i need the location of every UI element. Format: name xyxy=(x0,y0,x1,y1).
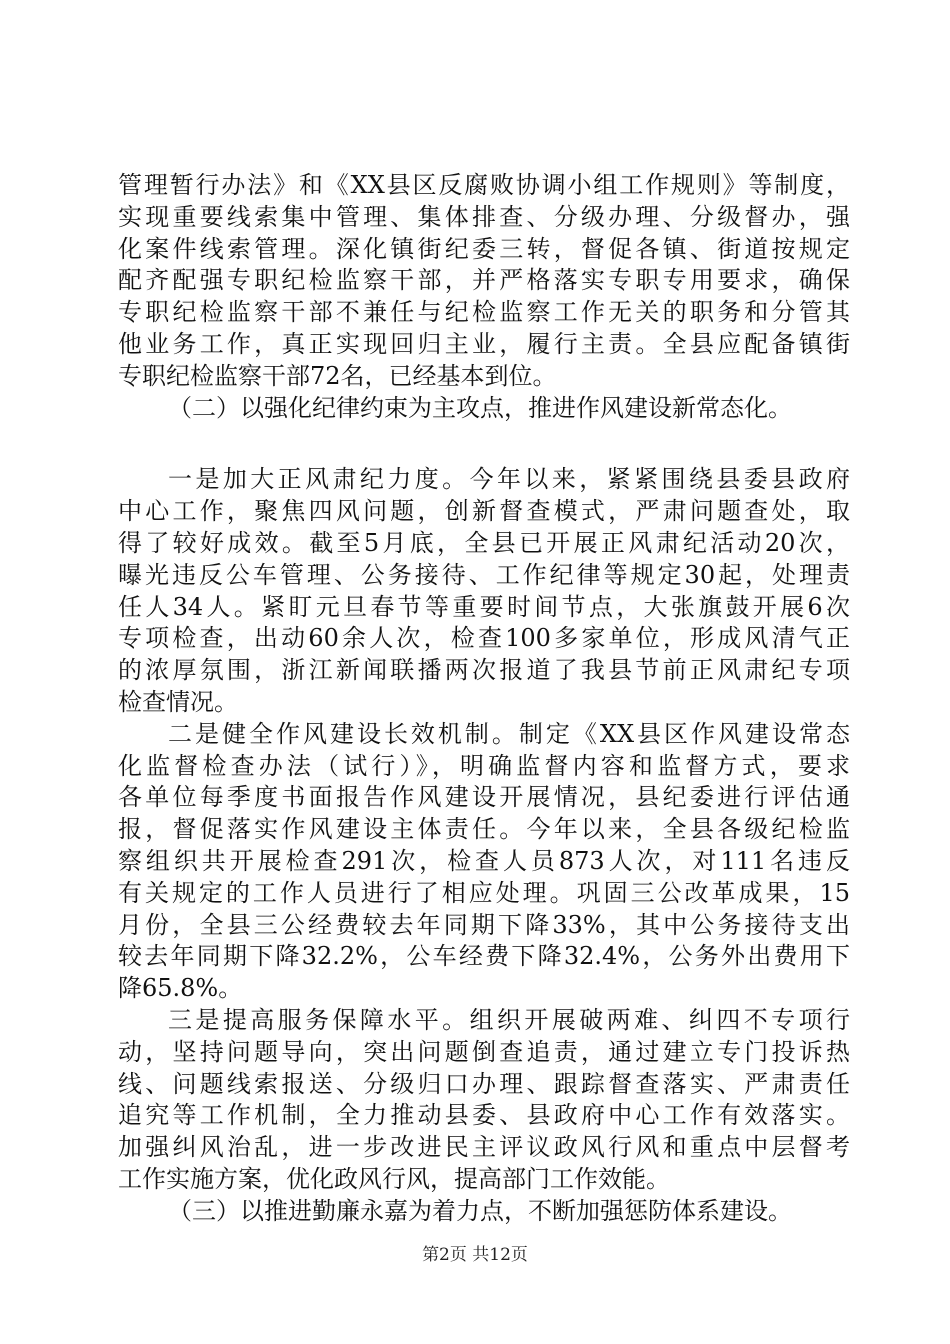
paragraph-rectify-discipline xyxy=(118,464,850,718)
text-line: 专职纪检监察干部72名，已经基本到位。 xyxy=(118,361,557,390)
text-line: 他业务工作，真正实现回归主业，履行主责。全县应配备镇街 xyxy=(118,329,850,358)
text-line: 曝光违反公车管理、公务接待、工作纪律等规定30起，处理责 xyxy=(118,560,850,589)
text-line: 任人34人。紧盯元旦春节等重要时间节点，大张旗鼓开展6次 xyxy=(118,592,850,621)
text-line: 检查情况。 xyxy=(118,687,238,716)
text-line: 中心工作，聚焦四风问题，创新督查模式，严肃问题查处，取 xyxy=(118,497,850,526)
text-line: 月份，全县三公经费较去年同期下降33%，其中公务接待支出 xyxy=(118,910,850,939)
text-line: 一是加大正风肃纪力度。今年以来，紧紧围绕县委县政府 xyxy=(168,465,850,494)
text-line: 二是健全作风建设长效机制。制定《XX县区作风建设常态 xyxy=(168,719,850,748)
text-line: 化监督检查办法（试行）》，明确监督内容和监督方式，要求 xyxy=(118,751,850,780)
text-line: 专项检查，出动60余人次，检查100多家单位，形成风清气正 xyxy=(118,624,850,653)
paragraph-long-term-mechanism xyxy=(118,719,850,1005)
text-line: 三是提高服务保障水平。组织开展破两难、纠四不专项行 xyxy=(168,1005,850,1034)
text-line: 管理暂行办法》和《XX县区反腐败协调小组工作规则》等制度， xyxy=(118,171,850,199)
text-line: 较去年同期下降32.2%，公车经费下降32.4%，公务外出费用下 xyxy=(118,942,850,971)
text-line: 动，坚持问题导向，突出问题倒查追责，通过建立专门投诉热 xyxy=(118,1037,850,1066)
text-line: 得了较好成效。截至5月底，全县已开展正风肃纪活动20次， xyxy=(118,528,850,557)
text-line: 线、问题线索报送、分级归口办理、跟踪督查落实、严肃责任 xyxy=(118,1069,850,1098)
text-line: 追究等工作机制，全力推动县委、县政府中心工作有效落实。 xyxy=(118,1101,850,1130)
text-line: 实现重要线索集中管理、集体排查、分级办理、分级督办，强 xyxy=(118,202,850,231)
text-line: 报，督促落实作风建设主体责任。今年以来，全县各级纪检监 xyxy=(118,815,850,844)
text-line: 的浓厚氛围，浙江新闻联播两次报道了我县节前正风肃纪专项 xyxy=(118,656,850,685)
text-line: 化案件线索管理。深化镇街纪委三转，督促各镇、街道按规定 xyxy=(118,234,850,263)
text-line: 专职纪检监察干部不兼任与纪检监察工作无关的职务和分管其 xyxy=(118,298,850,327)
text-line: 降65.8%。 xyxy=(118,974,243,1003)
text-line: 工作实施方案，优化政风行风，提高部门工作效能。 xyxy=(118,1164,670,1193)
text-line: 察组织共开展检查291次，检查人员873人次，对111名违反 xyxy=(118,846,850,875)
page-number-footer: 第2页 共12页 xyxy=(422,1245,528,1265)
section-heading-3: （三）以推进勤廉永嘉为着力点，不断加强惩防体系建设。 xyxy=(168,1196,792,1225)
text-line: 有关规定的工作人员进行了相应处理。巩固三公改革成果，15 xyxy=(118,878,850,907)
document-body xyxy=(118,170,850,1228)
text-line: 加强纠风治乱，进一步改进民主评议政风行风和重点中层督考 xyxy=(118,1133,850,1162)
text-line: 各单位每季度书面报告作风建设开展情况，县纪委进行评估通 xyxy=(118,783,850,812)
section-heading-2: （二）以强化纪律约束为主攻点，推进作风建设新常态化。 xyxy=(168,393,792,422)
paragraph-intro xyxy=(118,170,850,393)
paragraph-gap xyxy=(118,424,850,464)
paragraph-service-guarantee xyxy=(118,1005,850,1196)
text-line: 配齐配强专职纪检监察干部，并严格落实专职专用要求，确保 xyxy=(118,266,850,295)
